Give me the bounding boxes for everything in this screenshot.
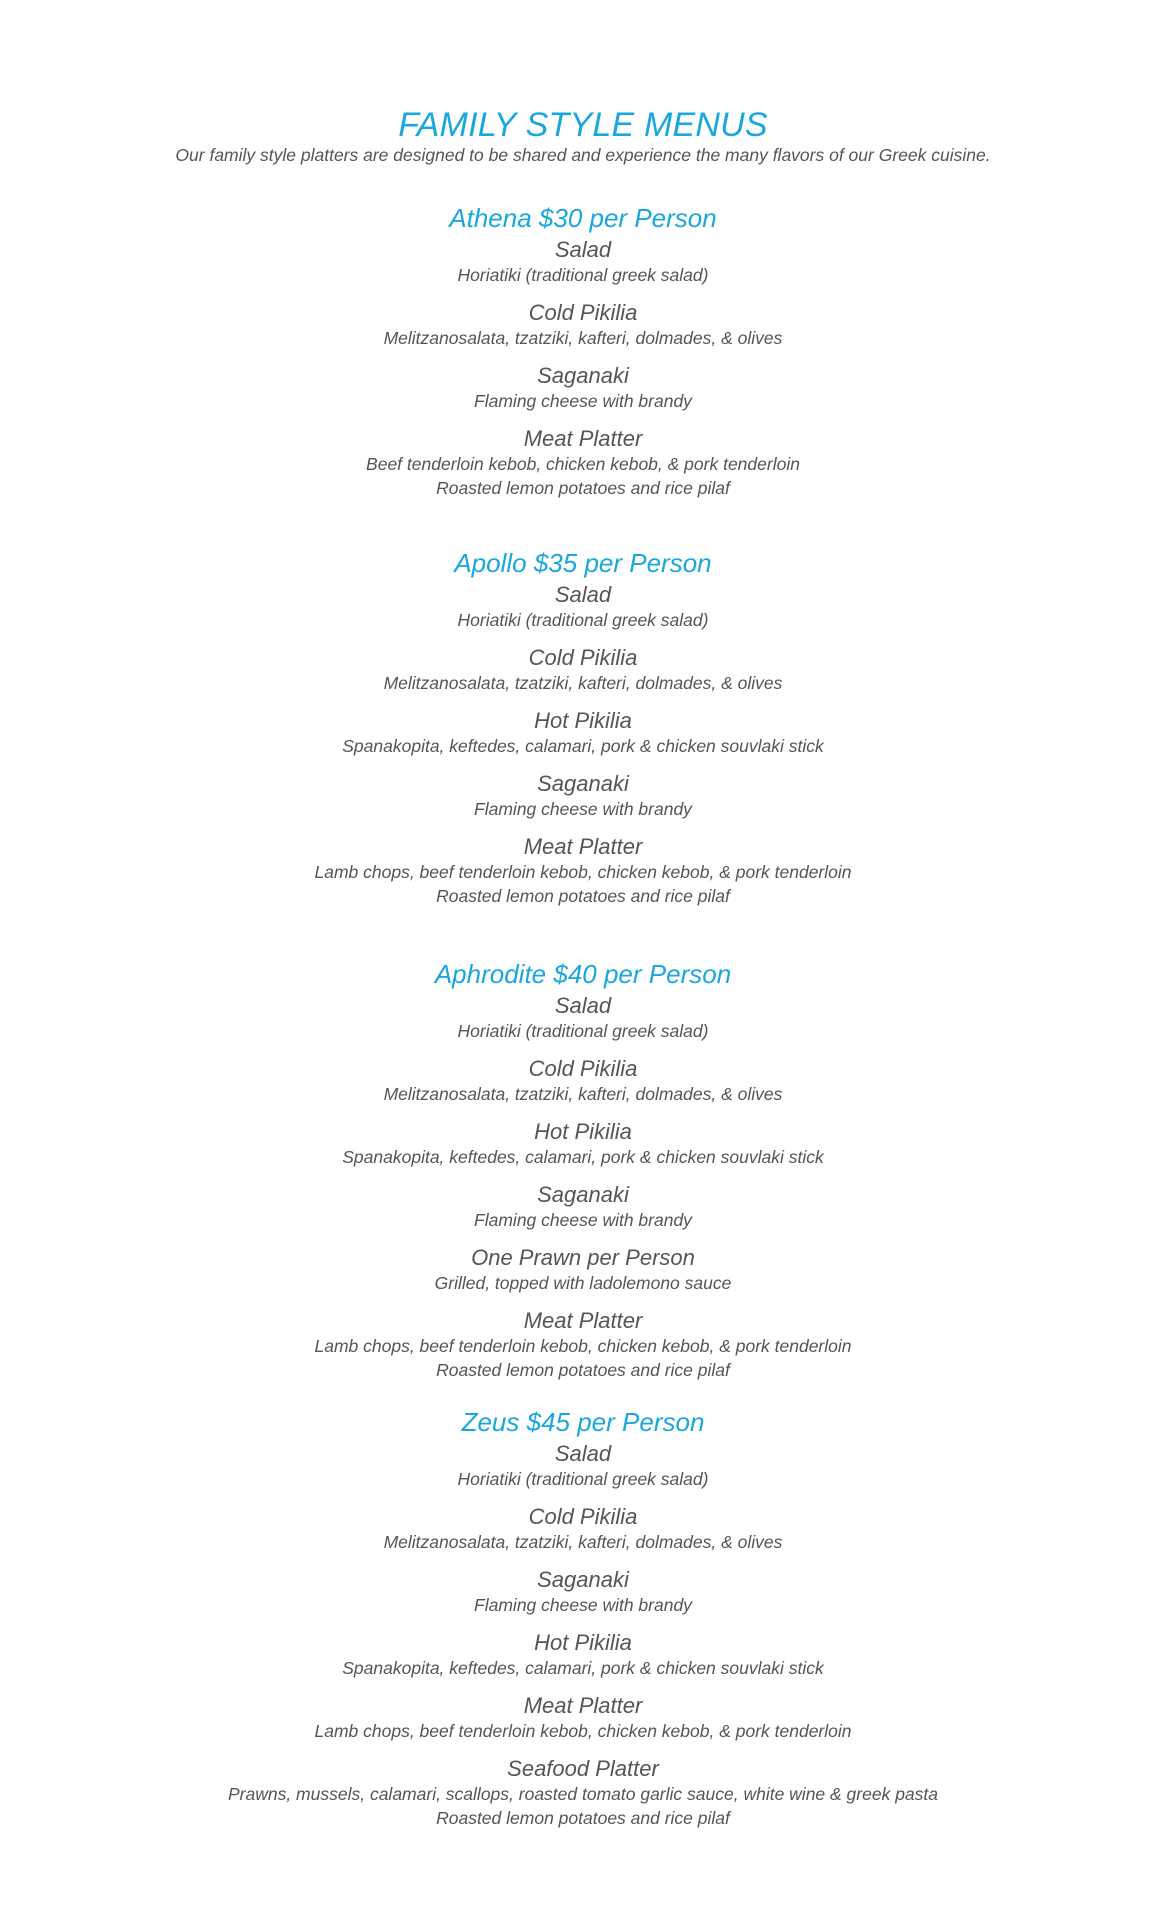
course-description: Beef tenderloin kebob, chicken kebob, & pork tenderloin	[366, 454, 800, 474]
course-name: Meat Platter	[523, 1308, 643, 1333]
course-description: Roasted lemon potatoes and rice pilaf	[436, 478, 730, 498]
course-name: Meat Platter	[523, 834, 643, 859]
course-name: Saganaki	[537, 363, 629, 388]
course-name: Saganaki	[537, 771, 629, 796]
course-description: Melitzanosalata, tzatziki, kafteri, dolmades, & olives	[383, 328, 783, 348]
course-description: Horiatiki (traditional greek salad)	[457, 610, 709, 630]
course	[0, 1119, 1166, 1169]
menu-section-athena	[0, 201, 1166, 500]
course-name: Meat Platter	[523, 426, 643, 451]
course-name: Meat Platter	[523, 1693, 643, 1718]
menu-heading: Aphrodite $40 per Person	[434, 959, 732, 989]
page-title: FAMILY STYLE MENUS	[398, 106, 768, 144]
course	[0, 771, 1166, 821]
page-subtitle: Our family style platters are designed to be shared and experience the many flavors of our Greek cuisine.	[175, 145, 991, 165]
course-description: Horiatiki (traditional greek salad)	[457, 265, 709, 285]
menu-section-apollo	[0, 546, 1166, 908]
menu-heading: Zeus $45 per Person	[461, 1407, 705, 1437]
course-name: Hot Pikilia	[534, 1630, 632, 1655]
course	[0, 426, 1166, 500]
course-description: Lamb chops, beef tenderloin kebob, chicken kebob, & pork tenderloin	[314, 1336, 852, 1356]
course	[0, 1245, 1166, 1295]
course	[0, 237, 1166, 287]
course-description: Flaming cheese with brandy	[474, 1210, 692, 1230]
course-description: Spanakopita, keftedes, calamari, pork & chicken souvlaki stick	[342, 1147, 824, 1167]
course	[0, 993, 1166, 1043]
course-description: Lamb chops, beef tenderloin kebob, chicken kebob, & pork tenderloin	[314, 1721, 852, 1741]
menu-section-zeus	[0, 1405, 1166, 1830]
course-name: Cold Pikilia	[528, 1504, 638, 1529]
course	[0, 582, 1166, 632]
course-name: Salad	[554, 237, 612, 262]
course-name: Hot Pikilia	[534, 1119, 632, 1144]
course-description: Lamb chops, beef tenderloin kebob, chicken kebob, & pork tenderloin	[314, 862, 852, 882]
course-name: Saganaki	[537, 1567, 629, 1592]
course-name: Salad	[554, 582, 612, 607]
course-description: Melitzanosalata, tzatziki, kafteri, dolmades, & olives	[383, 1084, 783, 1104]
course-description: Spanakopita, keftedes, calamari, pork & chicken souvlaki stick	[342, 736, 824, 756]
course	[0, 834, 1166, 908]
course	[0, 1567, 1166, 1617]
course-description: Prawns, mussels, calamari, scallops, roasted tomato garlic sauce, white wine & greek pasta	[227, 1784, 939, 1804]
course	[0, 708, 1166, 758]
course-description: Melitzanosalata, tzatziki, kafteri, dolmades, & olives	[383, 1532, 783, 1552]
course	[0, 1056, 1166, 1106]
course	[0, 1441, 1166, 1491]
course-description: Flaming cheese with brandy	[474, 799, 692, 819]
menu-section-aphrodite	[0, 957, 1166, 1382]
course-description: Roasted lemon potatoes and rice pilaf	[436, 1808, 730, 1828]
course-description: Spanakopita, keftedes, calamari, pork & chicken souvlaki stick	[342, 1658, 824, 1678]
course-name: Salad	[554, 1441, 612, 1466]
course-name: Hot Pikilia	[534, 708, 632, 733]
course	[0, 1504, 1166, 1554]
course-description: Flaming cheese with brandy	[474, 1595, 692, 1615]
course-name: Salad	[554, 993, 612, 1018]
course	[0, 363, 1166, 413]
course	[0, 1756, 1166, 1830]
course-name: One Prawn per Person	[471, 1245, 695, 1270]
course	[0, 300, 1166, 350]
course-description: Flaming cheese with brandy	[474, 391, 692, 411]
course-description: Grilled, topped with ladolemono sauce	[434, 1273, 732, 1293]
course-name: Seafood Platter	[507, 1756, 659, 1781]
course-name: Cold Pikilia	[528, 300, 638, 325]
course	[0, 1693, 1166, 1743]
course	[0, 1182, 1166, 1232]
course	[0, 1630, 1166, 1680]
course-description: Roasted lemon potatoes and rice pilaf	[436, 886, 730, 906]
course-name: Saganaki	[537, 1182, 629, 1207]
course	[0, 645, 1166, 695]
course-description: Roasted lemon potatoes and rice pilaf	[436, 1360, 730, 1380]
course-name: Cold Pikilia	[528, 1056, 638, 1081]
course-description: Horiatiki (traditional greek salad)	[457, 1021, 709, 1041]
course-description: Horiatiki (traditional greek salad)	[457, 1469, 709, 1489]
course-description: Melitzanosalata, tzatziki, kafteri, dolmades, & olives	[383, 673, 783, 693]
course	[0, 1308, 1166, 1382]
menu-heading: Apollo $35 per Person	[454, 548, 712, 578]
menu-heading: Athena $30 per Person	[449, 203, 717, 233]
course-name: Cold Pikilia	[528, 645, 638, 670]
